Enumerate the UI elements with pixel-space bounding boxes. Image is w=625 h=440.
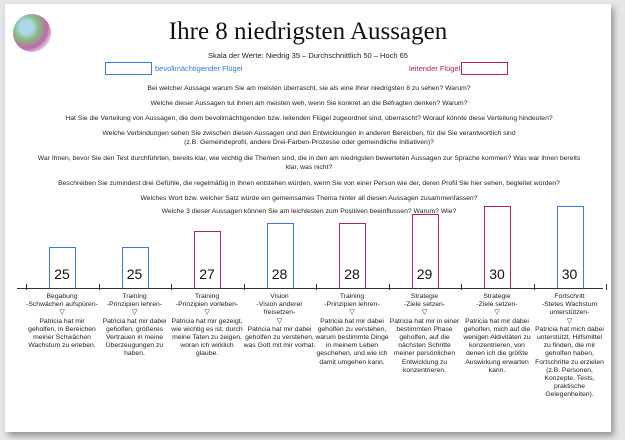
chart-axis [17, 288, 603, 289]
axis-tick [534, 284, 535, 290]
question-2: Welche dieser Aussagen tut ihnen am meisten weh, wenn Sie konkret an die Befragten denken? Warum? [150, 100, 468, 107]
bar-value-label: 27 [199, 266, 215, 282]
legend-blue-label: bevollmächtigender Flügel [155, 64, 243, 73]
bar-value-label: 30 [561, 266, 578, 282]
bar-value-label: 28 [271, 266, 288, 282]
category-label: Training -Prinzipien vorleben- ▽ Patricia hat mir gezeigt, wie wichtig es ist, durch meine Taten zu zeigen, woran ich wirklich glaube. [171, 293, 243, 358]
page-title: Ihre 8 niedrigsten Aussagen [168, 18, 448, 45]
category-label: Fortschritt -Stetes Wachstum unterstützen- ▽ Patricia hat mich dabei unterstützt, Hilfsmittel zu finden, die mir geholfen haben, Fortschritte zu erzielen (z.B. Personen, Konzepte, Tests, praktische Gelegenheiten). [535, 293, 604, 399]
bar-value-label: 25 [126, 266, 143, 282]
question-7: Welches Wort bzw. welcher Satz würde ein gemeinsames Thema hinter all diesen Aussagen zusammenfassen? [140, 195, 478, 202]
axis-tick [26, 284, 27, 290]
scale-description: Skala der Werte: Niedrig 35 – Durchschnittlich 50 – Hoch 65 [208, 51, 408, 60]
axis-tick [244, 284, 245, 290]
category-label: Training -Prinzipien lehren- ▽ Patricia hat mir dabei geholfen zu verstehen, warum bestimmte Dinge in meinem Leben geschehen, und wie ich damit umgehen kann. [315, 293, 389, 366]
bar-value-label: 28 [344, 266, 360, 282]
question-6: Beschreiben Sie zumindest drei Gefühle, die regelmäßig in Ihnen entstehen würden, wenn Sie von einer Person wie der, deren Profil Sie hier sehen, begleitet würden? [58, 180, 560, 187]
category-label: Strategie -Ziele setzen- ▽ Patricia hat mir dabei geholfen, mich auf die wenigen Aktivitäten zu konzentrieren, von denen ich die größte Auswirkung erwarten kann. [463, 293, 531, 374]
axis-tick [606, 284, 607, 290]
axis-tick [461, 284, 462, 290]
category-label: Vision -Vision anderer freisetzen- ▽ Patricia hat mir dabei geholfen zu verstehen, was Gott mit mir vorhat. [243, 293, 316, 350]
question-8: Welche 3 dieser Aussagen können Sie am leichtesten zum Positiven beeinflussen? Warum? Wie? [161, 208, 457, 215]
legend-blue-swatch [105, 62, 152, 75]
category-label: Begabung -Schwächen aufspüren- ▽ Patricia hat mir geholfen, in Bereichen meiner Schwächen Wachstum zu erleben. [26, 293, 98, 350]
question-4: Welche Verbindungen sehen Sie zwischen diesen Aussagen und den Entwicklungen in anderen Bereichen, für die Sie verantwortlich sind (z.B. Gemeindeprofil, andere Drei-Farben-Prozesse oder gemeindliche Initiativen)? [102, 130, 516, 146]
legend-red-swatch [461, 62, 508, 75]
axis-tick [171, 284, 172, 290]
axis-tick [99, 284, 100, 290]
legend-red-label: leitender Flügel [409, 64, 461, 73]
question-1: Bei welcher Aussage warum Sie am meisten überrascht, sie als eine Ihrer niedrigsten 8 zu sehen? Warum? [147, 85, 471, 92]
question-3: Hat Sie die Verteilung von Aussagen, die dem bevollmächtigenden bzw. leitenden Flügel zugeordnet sind, überrascht? Worauf könnte diese Verteilung hindeuten? [65, 115, 553, 122]
report-page [5, 4, 611, 432]
category-label: Training -Prinzipien lehren- ▽ Patricia hat mir dabei geholfen, größeres Vertrauen in meine Überzeugungen zu haben. [102, 293, 167, 358]
bar-value-label: 29 [416, 266, 433, 282]
axis-tick [389, 284, 390, 290]
bar-value-label: 30 [489, 266, 505, 282]
axis-tick [316, 284, 317, 290]
category-label: Strategie -Ziele setzen- ▽ Patricia hat mir in einer bestimmten Phase geholfen, auf die nächsten Schritte meiner persönlichen Entwicklung zu konzentrieren. [389, 293, 460, 374]
question-5: War Ihnen, bevor Sie den Test durchführten, bereits klar, wie wichtig die Themen sind, die in den am niedrigsten bewerteten Aussagen zur Sprache kommen? Was war ihnen bereits klar, was nicht? [37, 155, 581, 171]
bar-value-label: 25 [54, 266, 70, 282]
